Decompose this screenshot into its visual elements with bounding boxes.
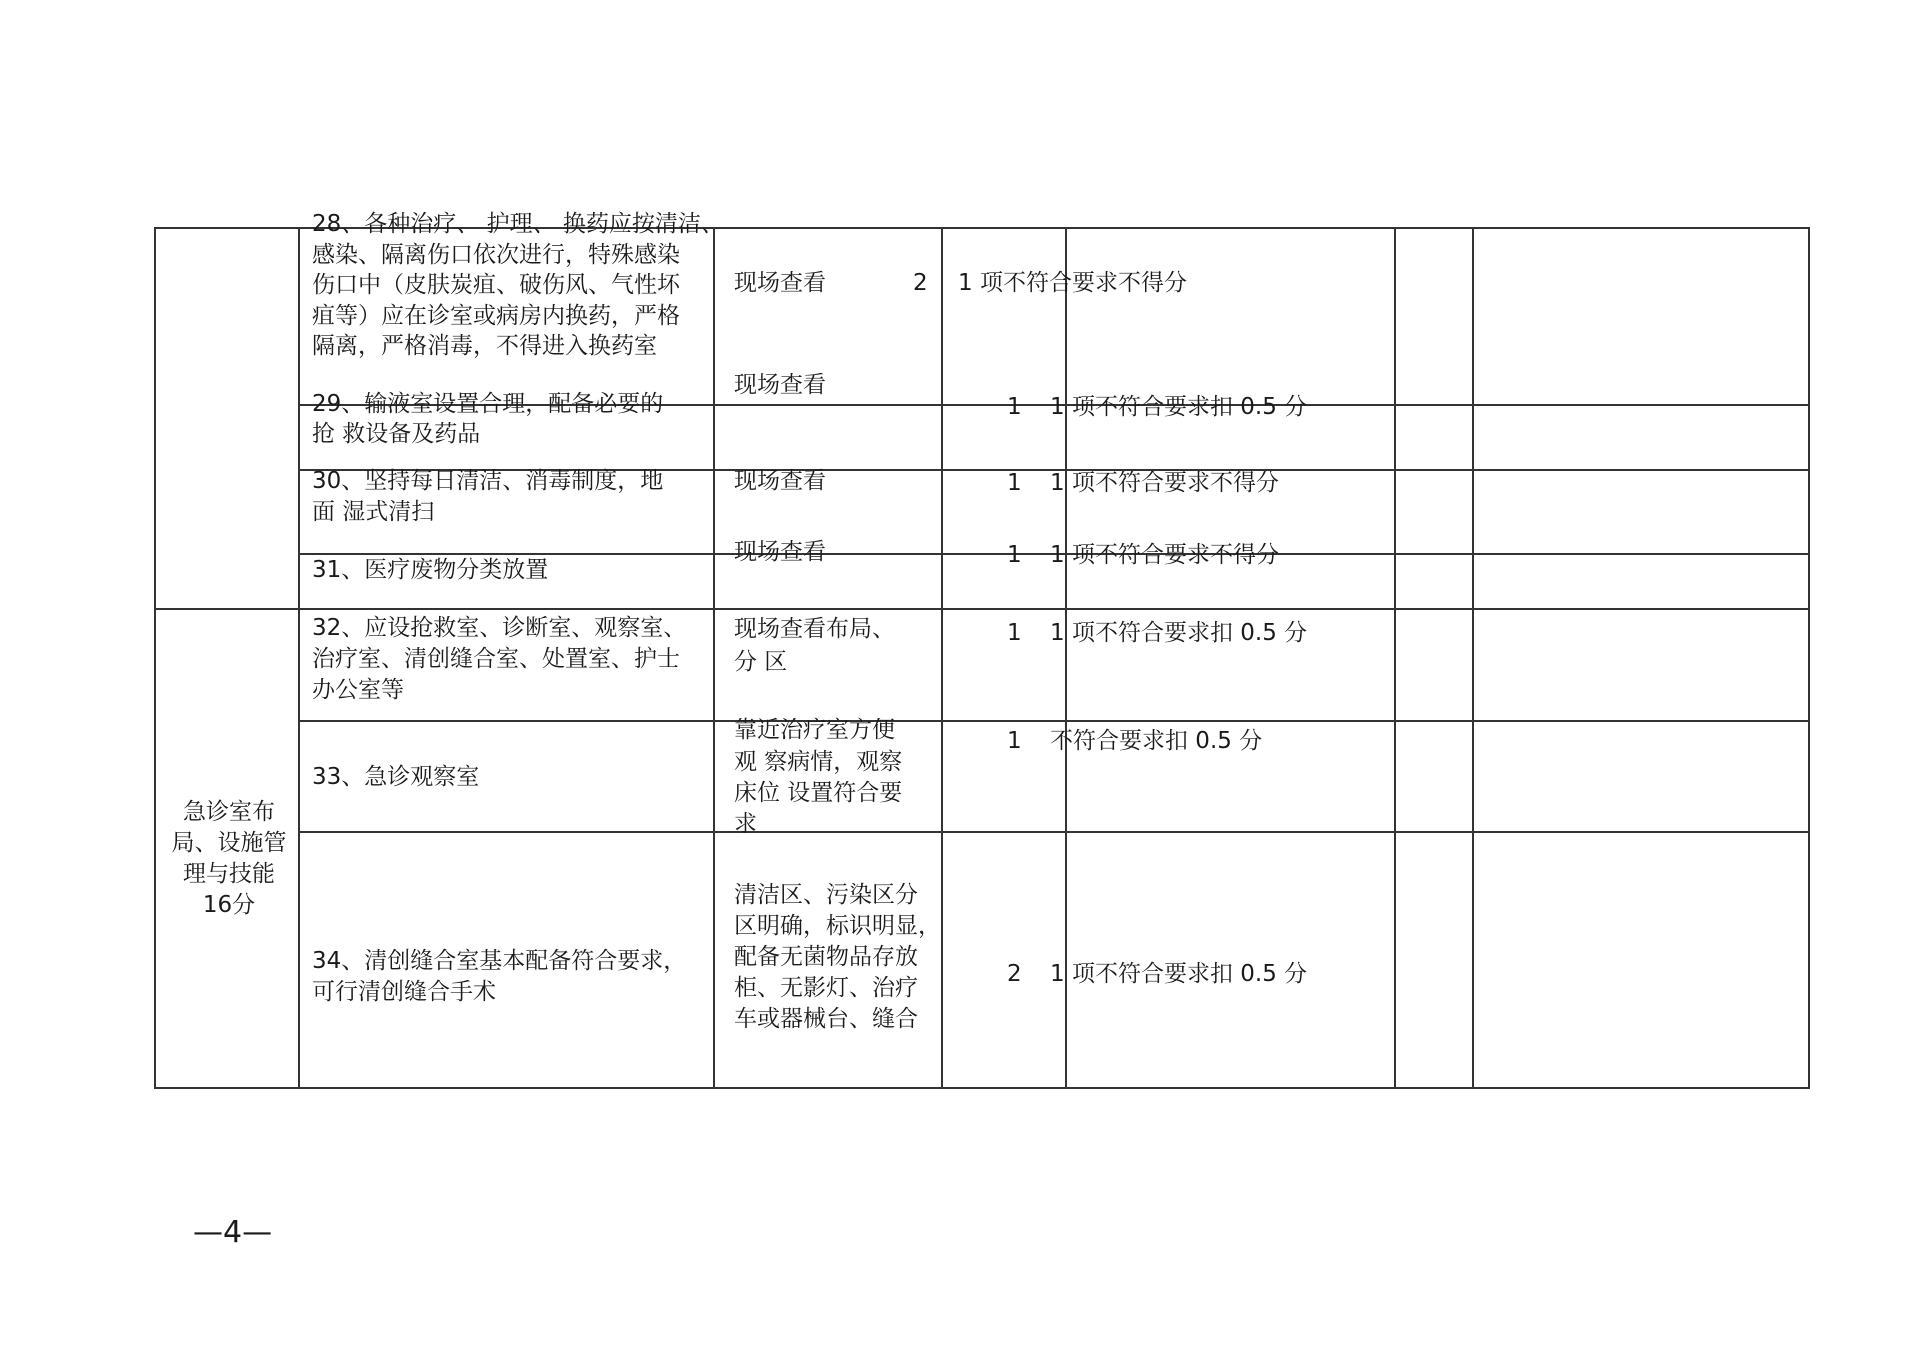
method-29: 现场查看 [734,372,826,398]
table-border-bottom [154,1087,1810,1089]
item-34-line-1: 34、清创缝合室基本配备符合要求， [312,948,687,974]
method-34-line-1: 清洁区、污染区分 [734,882,918,908]
column-divider [1472,227,1474,1089]
clipped-row-33-cells [990,728,1350,754]
item-31: 31、医疗废物分类放置 [312,557,549,583]
item-32-line-3: 办公室等 [312,677,404,703]
rule-29: 1 项不符合要求扣 0.5 分 [1050,394,1308,420]
method-33-line-1: 靠近治疗室方便 [734,717,895,743]
rule-30: 1 项不符合要求不得分 [1050,470,1279,496]
clipped-method-34 [728,880,941,1032]
category-line: 急诊室布 [183,799,275,825]
clipped-row-34-cells [990,961,1350,987]
method-33-line-4: 求 [734,811,757,837]
rule-33: 不符合要求扣 0.5 分 [1050,728,1263,754]
category-line: 局、设施管 [171,830,287,856]
method-34-line-4: 柜、无影灯、治疗 [734,975,918,1001]
item-28-line-3: 伤口中（皮肤炭疽、破伤风、气性坏 [312,272,680,298]
rule-28: 1 项不符合要求不得分 [958,270,1187,296]
item-28-line-5: 隔离，严格消毒，不得进入换药室 [312,333,657,359]
item-32-line-1: 32、应设抢救室、诊断室、观察室、 [312,615,687,641]
item-32-line-2: 治疗室、清创缝合室、处置室、护士 [312,646,680,672]
section-divider [154,608,1810,610]
clipped-row-28-cells [720,268,1320,296]
score-29: 1 [1007,394,1022,420]
item-29-line-1: 29、输液室设置合理，配备必要的 [312,391,664,417]
score-30: 1 [1007,470,1022,496]
column-divider [298,227,300,1089]
item-29-line-2: 抢 救设备及药品 [312,421,481,447]
column-divider [713,227,715,1089]
score-28: 2 [913,270,928,296]
item-33: 33、急诊观察室 [312,764,480,790]
score-32: 1 [1007,620,1022,646]
score-33: 1 [1007,728,1022,754]
table-border-right [1808,227,1810,1089]
score-31: 1 [1007,542,1022,568]
column-divider [1394,227,1396,1089]
item-34-line-2: 可行清创缝合手术 [312,979,496,1005]
method-30: 现场查看 [734,468,826,494]
page-number: —4— [193,1215,273,1250]
row-divider [298,720,1810,722]
item-30-line-1: 30、坚持每日清洁、消毒制度，地 [312,468,664,494]
item-28-line-2: 感染、隔离伤口依次进行，特殊感染 [312,242,680,268]
clipped-row-32-cells [990,620,1350,646]
rule-31: 1 项不符合要求不得分 [1050,542,1279,568]
category-line: 理与技能 [183,861,275,887]
item-30-line-2: 面 湿式清扫 [312,499,435,525]
rule-34: 1 项不符合要求扣 0.5 分 [1050,961,1308,987]
rule-32: 1 项不符合要求扣 0.5 分 [1050,620,1308,646]
item-28-line-4: 疽等）应在诊室或病房内换药，严格 [312,303,680,329]
method-31: 现场查看 [734,539,826,565]
item-28-line-1: 28、各种治疗、 护理、 换药应按清洁、 [312,211,724,237]
row-divider [298,831,1810,833]
method-28: 现场查看 [734,270,826,296]
method-32-line-2: 分 区 [734,649,788,675]
category-line: 16分 [202,892,256,918]
column-divider [941,227,943,1089]
category-text [155,797,303,921]
method-33-line-3: 床位 设置符合要 [734,780,903,806]
table-border-left [154,227,156,1089]
method-33-line-2: 观 察病情，观察 [734,749,903,775]
score-34: 2 [1007,961,1022,987]
method-34-line-5: 车或器械台、缝合 [734,1006,918,1032]
method-34-line-2: 区明确，标识明显， [734,913,941,939]
category-label [155,797,303,921]
method-34-line-3: 配备无菌物品存放 [734,944,918,970]
method-32-line-1: 现场查看布局、 [734,616,895,642]
